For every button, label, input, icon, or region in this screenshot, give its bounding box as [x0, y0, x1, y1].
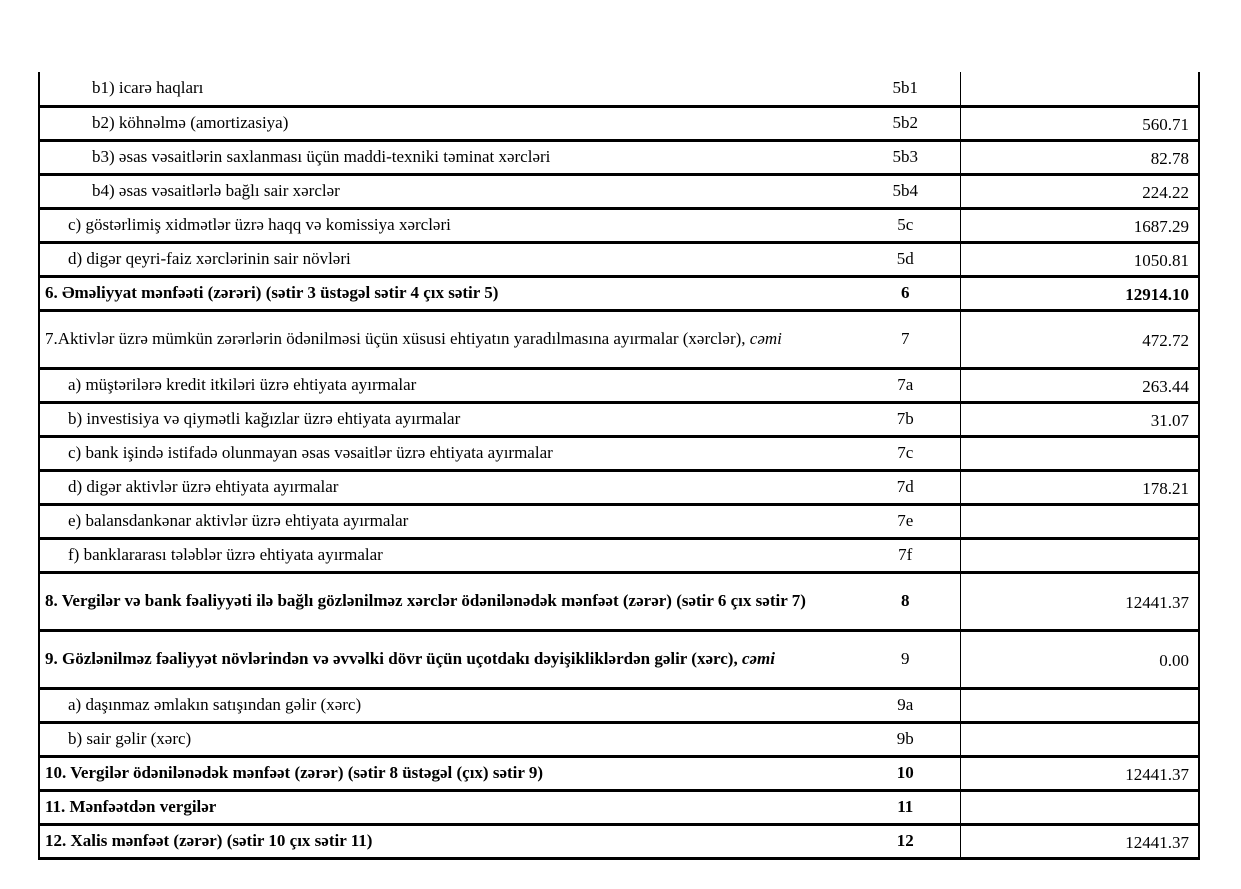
- table-row: [39, 276, 1199, 310]
- table-row: [39, 436, 1199, 470]
- row-code: 12: [851, 824, 960, 858]
- row-description: [39, 276, 851, 310]
- table-row: [39, 140, 1199, 174]
- table-row: [39, 688, 1199, 722]
- row-label-italic-text: cəmi: [741, 648, 775, 668]
- row-label-text: a) müştərilərə kredit itkiləri üzrə ehtiyata ayırmalar: [68, 374, 417, 394]
- row-description: [39, 790, 851, 824]
- row-value: 1687.29: [960, 208, 1199, 242]
- row-value: 560.71: [960, 106, 1199, 140]
- row-label-text: e) balansdankənar aktivlər üzrə ehtiyata ayırmalar: [68, 510, 409, 530]
- row-code: 11: [851, 790, 960, 824]
- row-code: 5c: [851, 208, 960, 242]
- row-code: 7c: [851, 436, 960, 470]
- row-code: 9a: [851, 688, 960, 722]
- row-value: [960, 504, 1199, 538]
- row-label-text: 8. Vergilər və bank fəaliyyəti ilə bağlı gözlənilməz xərclər ödənilənədək mənfəət (zərər) (sətir 6 çıx sətir 7): [45, 590, 806, 610]
- row-value: 1050.81: [960, 242, 1199, 276]
- table-body: [39, 72, 1199, 858]
- row-value: 0.00: [960, 630, 1199, 688]
- row-label-text: c) bank işində istifadə olunmayan əsas vəsaitlər üzrə ehtiyata ayırmalar: [68, 442, 553, 462]
- table-row: [39, 790, 1199, 824]
- table-row: [39, 722, 1199, 756]
- row-description: [39, 756, 851, 790]
- row-label-text: 12. Xalis mənfəət (zərər) (sətir 10 çıx sətir 11): [45, 830, 373, 850]
- row-label-text: c) göstərlimiş xidmətlər üzrə haqq və komissiya xərcləri: [68, 214, 451, 234]
- row-description: [39, 242, 851, 276]
- row-description: [39, 368, 851, 402]
- row-value: [960, 72, 1199, 106]
- table-row: [39, 174, 1199, 208]
- row-value: 12441.37: [960, 824, 1199, 858]
- row-description: [39, 630, 851, 688]
- table-row: [39, 368, 1199, 402]
- row-description: [39, 402, 851, 436]
- row-label-text: a) daşınmaz əmlakın satışından gəlir (xərc): [68, 694, 362, 714]
- table-row: [39, 106, 1199, 140]
- row-label-text: b1) icarə haqları: [92, 78, 204, 98]
- row-label-text: d) digər aktivlər üzrə ehtiyata ayırmalar: [68, 476, 339, 496]
- table-row: [39, 504, 1199, 538]
- row-label-italic-text: cəmi: [749, 328, 782, 348]
- row-value: [960, 436, 1199, 470]
- row-value: [960, 538, 1199, 572]
- row-code: 7f: [851, 538, 960, 572]
- row-description: [39, 688, 851, 722]
- row-code: 7a: [851, 368, 960, 402]
- table-row: [39, 310, 1199, 368]
- row-label-text: b) sair gəlir (xərc): [68, 728, 192, 748]
- table-row: [39, 470, 1199, 504]
- row-description: [39, 208, 851, 242]
- row-code: 10: [851, 756, 960, 790]
- row-value: 82.78: [960, 140, 1199, 174]
- row-code: 9: [851, 630, 960, 688]
- row-code: 5b3: [851, 140, 960, 174]
- row-code: 5b1: [851, 72, 960, 106]
- table-row: [39, 72, 1199, 106]
- row-description: [39, 310, 851, 368]
- row-value: 224.22: [960, 174, 1199, 208]
- row-description: [39, 72, 851, 106]
- row-value: [960, 790, 1199, 824]
- row-description: [39, 538, 851, 572]
- row-label-text: b2) köhnəlmə (amortizasiya): [92, 112, 289, 132]
- row-label-text: 6. Əməliyyat mənfəəti (zərəri) (sətir 3 üstəgəl sətir 4 çıx sətir 5): [45, 282, 499, 302]
- table-row: [39, 402, 1199, 436]
- row-label-text: f) banklararası tələblər üzrə ehtiyata ayırmalar: [68, 544, 383, 564]
- row-label-text: 9. Gözlənilməz fəaliyyət növlərindən və əvvəlki dövr üçün uçotdakı dəyişikliklərdən gəlir (xərc),: [45, 648, 742, 668]
- row-code: 8: [851, 572, 960, 630]
- table-row: [39, 756, 1199, 790]
- row-code: 5d: [851, 242, 960, 276]
- row-label-text: 7.Aktivlər üzrə mümkün zərərlərin ödənilməsi üçün xüsusi ehtiyatın yaradılmasına ayırmalar (xərclər),: [45, 328, 750, 348]
- table-row: [39, 572, 1199, 630]
- row-value: 12441.37: [960, 572, 1199, 630]
- row-description: [39, 106, 851, 140]
- row-description: [39, 174, 851, 208]
- table-row: [39, 242, 1199, 276]
- row-code: 6: [851, 276, 960, 310]
- row-value: 31.07: [960, 402, 1199, 436]
- row-label-text: b3) əsas vəsaitlərin saxlanması üçün maddi-texniki təminat xərcləri: [92, 146, 551, 166]
- row-description: [39, 140, 851, 174]
- row-code: 9b: [851, 722, 960, 756]
- row-value: 178.21: [960, 470, 1199, 504]
- row-code: 5b2: [851, 106, 960, 140]
- row-value: 472.72: [960, 310, 1199, 368]
- row-label-text: b) investisiya və qiymətli kağızlar üzrə ehtiyata ayırmalar: [68, 408, 461, 428]
- row-code: 7e: [851, 504, 960, 538]
- row-code: 7b: [851, 402, 960, 436]
- row-value: [960, 722, 1199, 756]
- row-code: 7: [851, 310, 960, 368]
- row-value: 12441.37: [960, 756, 1199, 790]
- row-description: [39, 504, 851, 538]
- table-row: [39, 824, 1199, 858]
- row-value: [960, 688, 1199, 722]
- income-statement-table-container: [38, 72, 1198, 860]
- row-label-text: 11. Mənfəətdən vergilər: [45, 796, 217, 816]
- row-description: [39, 470, 851, 504]
- row-label-text: d) digər qeyri-faiz xərclərinin sair növləri: [68, 248, 351, 268]
- row-description: [39, 824, 851, 858]
- income-statement-table: [38, 72, 1200, 860]
- row-value: 263.44: [960, 368, 1199, 402]
- row-description: [39, 436, 851, 470]
- table-row: [39, 630, 1199, 688]
- table-row: [39, 208, 1199, 242]
- table-row: [39, 538, 1199, 572]
- row-value: 12914.10: [960, 276, 1199, 310]
- row-label-text: b4) əsas vəsaitlərlə bağlı sair xərclər: [92, 180, 340, 200]
- row-description: [39, 722, 851, 756]
- row-description: [39, 572, 851, 630]
- row-code: 7d: [851, 470, 960, 504]
- row-code: 5b4: [851, 174, 960, 208]
- row-label-text: 10. Vergilər ödənilənədək mənfəət (zərər) (sətir 8 üstəgəl (çıx) sətir 9): [45, 762, 544, 782]
